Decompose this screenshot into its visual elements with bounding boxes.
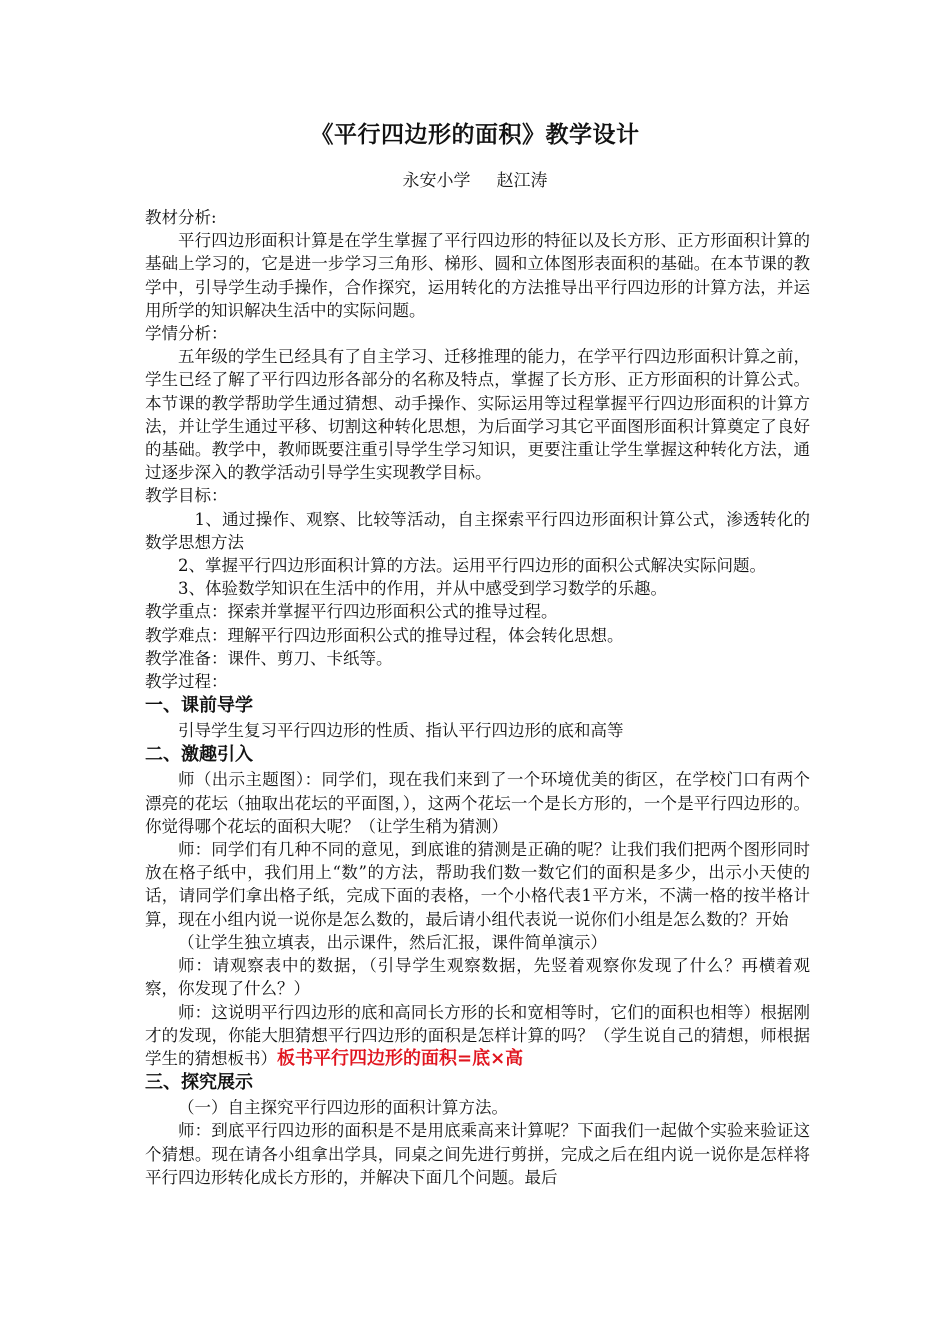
author-school: 永安小学 bbox=[402, 171, 471, 191]
section-heading-2: 二、激趣引入 bbox=[145, 744, 253, 766]
board-formula: 板书平行四边形的面积=底×高 bbox=[277, 1047, 524, 1069]
explore-paragraph-1: （一）自主探究平行四边形的面积计算方法。 bbox=[178, 1098, 508, 1118]
document-body bbox=[145, 206, 810, 1189]
material-text: 平行四边形面积计算是在学生掌握了平行四边形的特征以及长方形、正方形面积计算的基础上学习的，它是进一步学习三角形、梯形、圆和立体图形表面积的基础。在本节课的教学中，引导学生动手操作，合作探究，运用转化的方法推导出平行四边形的计算方法，并运用所学的知识解决生活中的实际问题。 bbox=[145, 231, 810, 320]
student-label: 学情分析： bbox=[145, 324, 228, 344]
difficulty: 教学难点：理解平行四边形面积公式的推导过程，体会转化思想。 bbox=[145, 625, 624, 645]
intro-paragraph-2: 师：同学们有几种不同的意见，到底谁的猜测是正确的呢？让我们我们把两个图形同时放在格子纸中，我们用上“数”的方法，帮助我们数一数它们的面积是多少，出示小天使的话，请同学们拿出格子纸，完成下面的表格，一个小格代表1平方米，不满一格的按半格计算，现在小组内说一说你是怎么数的，最后请小组代表说一说你们小组是怎么数的？开始 bbox=[145, 840, 810, 929]
intro-paragraph-5-text: 师：这说明平行四边形的底和高同长方形的长和宽相等时，它们的面积也相等）根据刚才的发现，你能大胆猜想平行四边形的面积是怎样计算的吗？（学生说自己的猜想，师根据学生的猜想板书） bbox=[145, 1002, 810, 1068]
section-1-text: 引导学生复习平行四边形的性质、指认平行四边形的底和高等 bbox=[178, 721, 624, 741]
key-point: 教学重点：探索并掌握平行四边形面积公式的推导过程。 bbox=[145, 602, 558, 622]
section-heading-3: 三、探究展示 bbox=[145, 1072, 253, 1094]
preparation: 教学准备：课件、剪刀、卡纸等。 bbox=[145, 648, 393, 668]
author-line bbox=[0, 166, 950, 191]
intro-paragraph-3: （让学生独立填表，出示课件，然后汇报，课件简单演示） bbox=[178, 932, 607, 952]
intro-paragraph-1: 师（出示主题图）：同学们，现在我们来到了一个环境优美的街区，在学校门口有两个漂亮的花坛（抽取出花坛的平面图，），这两个花坛一个是长方形的，一个是平行四边形的。你觉得哪个花坛的面积大呢？（让学生稍为猜测） bbox=[145, 770, 810, 836]
explore-paragraph-2: 师：到底平行四边形的面积是不是用底乘高来计算呢？下面我们一起做个实验来验证这个猜想。现在请各小组拿出学具，同桌之间先进行剪拼，完成之后在组内说一说你是怎样将平行四边形转化成长方形的，并解决下面几个问题。最后 bbox=[145, 1121, 810, 1187]
process-label: 教学过程： bbox=[145, 672, 228, 692]
intro-paragraph-4: 师：请观察表中的数据，（引导学生观察数据，先竖着观察你发现了什么？再横着观察，你发现了什么？） bbox=[145, 956, 810, 999]
material-label: 教材分析: bbox=[145, 208, 217, 227]
intro-paragraph-5 bbox=[145, 1001, 810, 1071]
section-heading-1: 一、课前导学 bbox=[145, 695, 253, 717]
document-title: 《平行四边形的面积》教学设计 bbox=[310, 121, 640, 148]
author-name: 赵江涛 bbox=[496, 171, 548, 191]
goal-2: 2、掌握平行四边形面积计算的方法。运用平行四边形的面积公式解决实际问题。 bbox=[178, 556, 766, 576]
goals-label: 教学目标： bbox=[145, 486, 228, 506]
goal-1: 1、通过操作、观察、比较等活动，自主探索平行四边形面积计算公式，渗透转化的数学思想方法 bbox=[145, 509, 810, 552]
goal-3: 3、体验数学知识在生活中的作用，并从中感受到学习数学的乐趣。 bbox=[178, 579, 667, 599]
student-text: 五年级的学生已经具有了自主学习、迁移推理的能力，在学平行四边形面积计算之前，学生已经了解了平行四边形各部分的名称及特点，掌握了长方形、正方形面积的计算公式。 本节课的教学帮助学生通过猜想、动手操作、实际运用等过程掌握平行四边形面积的计算方法，并让学生通过平移、切割这种转化思想，为后面学习其它平面图形面积计算奠定了良好的基础。教学中，教师既要注重引导学生学习知识，更要注重让学生掌握这种转化方法，通过逐步深入的教学活动引导学生实现教学目标。 bbox=[145, 347, 810, 483]
